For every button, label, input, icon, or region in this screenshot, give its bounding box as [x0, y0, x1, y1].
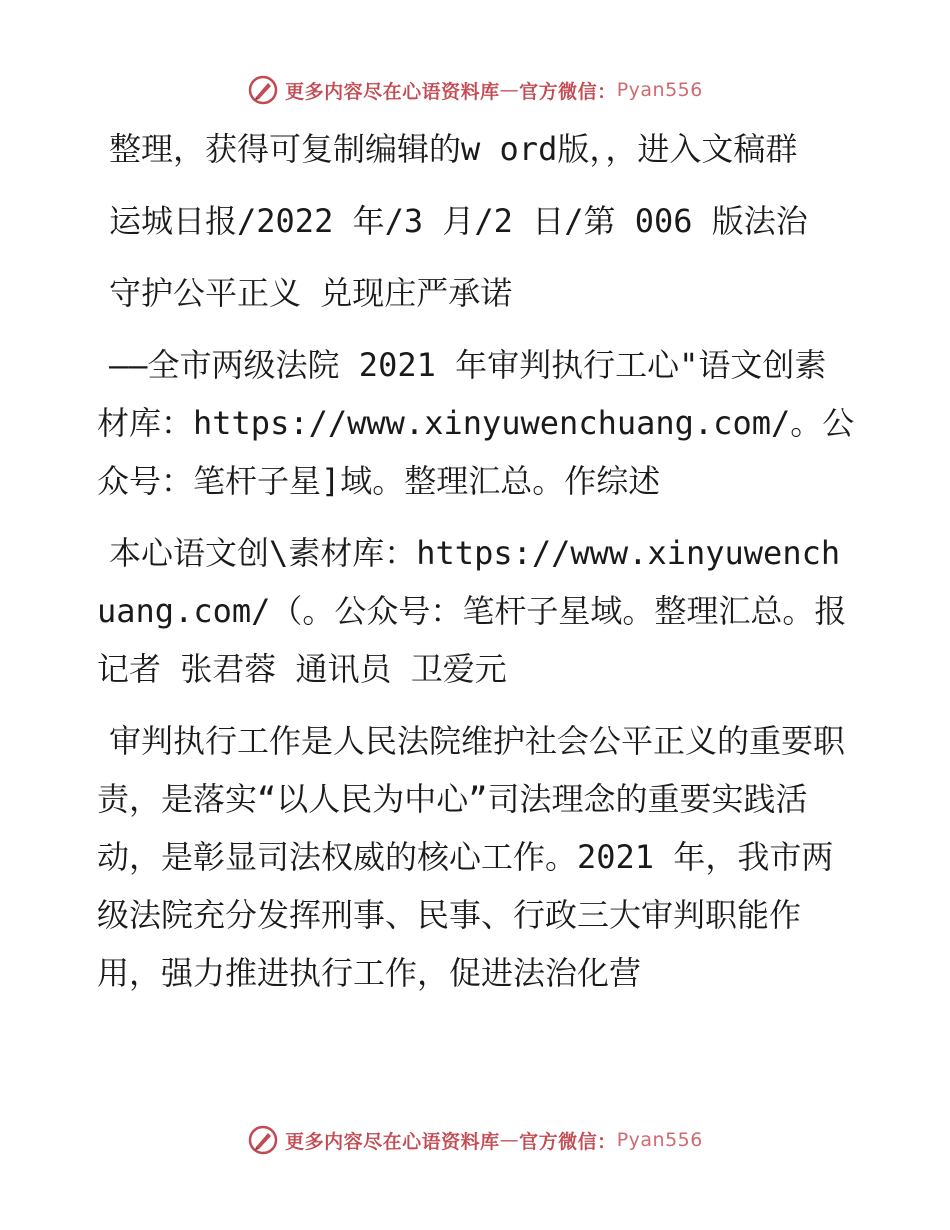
banner-dash: — [499, 1129, 520, 1151]
paragraph-source-line: 运城日报/2022 年/3 月/2 日/第 006 版法治 [109, 202, 808, 240]
banner-dash: — [499, 79, 520, 101]
banner-official-label: 官方微信： [519, 80, 617, 103]
article-title: 守护公平正义 兑现庄严承诺 [109, 274, 513, 312]
header-watermark-banner [0, 70, 950, 110]
pen-logo-icon [247, 74, 279, 106]
banner-wechat-id: Pyan556 [616, 1129, 703, 1151]
banner-main-text: 更多内容尽在心语资料库 [285, 80, 500, 103]
footer-watermark-banner [0, 1120, 950, 1160]
pen-logo-icon [247, 1124, 279, 1156]
body-paragraph: 审判执行工作是人民法院维护社会公平正义的重要职责，是落实“以人民为中心”司法理念的重要实践活动，是彰显司法权威的核心工作。2021 年，我市两级法院充分发挥刑事、民事、行政三大审判职能作用，强力推进执行工作，促进法治化营 [97, 722, 846, 992]
document-body [97, 120, 857, 1016]
article-subtitle: ——全市两级法院 2021 年审判执行工心"语文创素材库：https://www.xinyuwenchuang.com/。公众号：笔杆子星]域。整理汇总。作综述 [97, 346, 855, 500]
paragraph-intro-note: 整理，获得可复制编辑的w ord版，，进入文稿群 [109, 130, 798, 168]
byline-paragraph: 本心语文创\素材库：https://www.xinyuwenchuang.com/（。公众号：笔杆子星域。整理汇总。报记者 张君蓉 通讯员 卫爱元 [97, 534, 847, 688]
banner-official-label: 官方微信： [519, 1130, 617, 1153]
banner-main-text: 更多内容尽在心语资料库 [285, 1130, 500, 1153]
banner-wechat-id: Pyan556 [616, 79, 703, 101]
